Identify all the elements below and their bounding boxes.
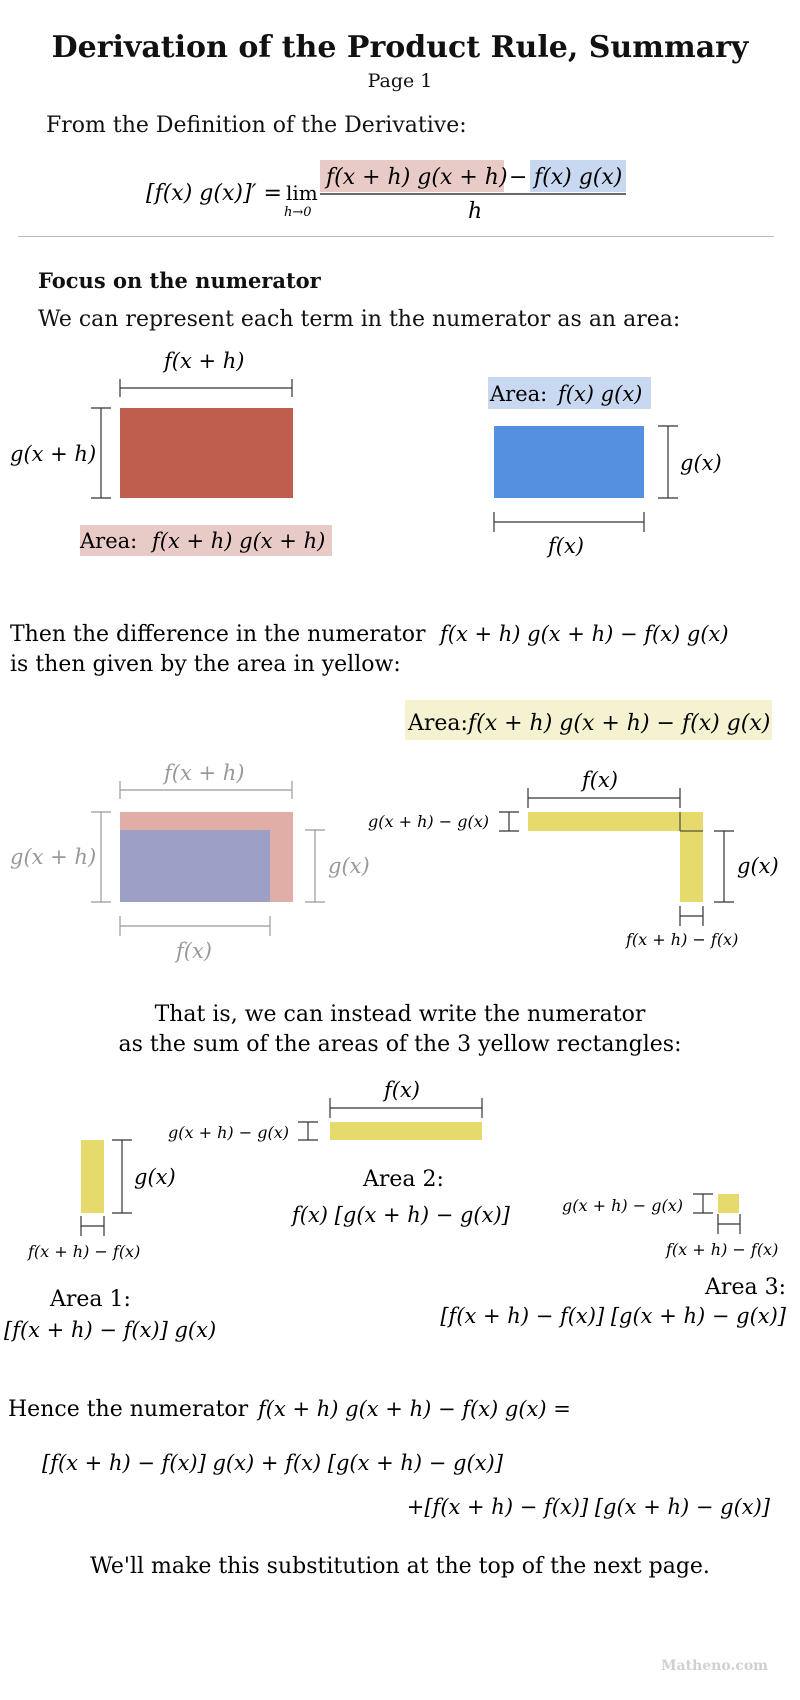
- area1-rect: [81, 1140, 104, 1213]
- closing-text: We'll make this substitution at the top of the next page.: [90, 1554, 710, 1579]
- overlap-top-label: f(x + h): [164, 761, 245, 785]
- numerator-area-intro: We can represent each term in the numerator as an area:: [38, 307, 681, 332]
- red-rectangle: [120, 408, 293, 498]
- area3-title: Area 3:: [705, 1275, 786, 1300]
- blue-rectangle-diagram: [488, 377, 722, 558]
- overlap-side-label: g(x + h): [10, 845, 97, 869]
- blue-rectangle: [494, 426, 644, 498]
- numerator-term1: f(x + h) g(x + h): [326, 165, 508, 190]
- blue-bottom-label: f(x): [548, 534, 585, 558]
- L-horizontal-strip: [528, 812, 703, 831]
- area2-diagram: [168, 1078, 511, 1227]
- overlap-diagram: [10, 761, 370, 963]
- area1-title: Area 1:: [50, 1287, 131, 1312]
- L-top-label: f(x): [582, 768, 619, 792]
- red-top-label: f(x + h): [164, 349, 245, 373]
- blue-side-label: g(x): [680, 451, 722, 475]
- area3-expr: [f(x + h) − f(x)] [g(x + h) − g(x)]: [440, 1304, 786, 1328]
- formula-lim-sub: h→0: [284, 205, 312, 220]
- area2-rect: [330, 1122, 482, 1140]
- area1-diagram: [4, 1140, 216, 1342]
- sum-intro-1: That is, we can instead write the numerator: [154, 1002, 646, 1027]
- area3-rect: [718, 1194, 739, 1213]
- area2-left-label: g(x + h) − g(x): [168, 1123, 289, 1142]
- denominator: h: [468, 199, 483, 224]
- L-bottom-label: f(x + h) − f(x): [626, 930, 739, 949]
- result-eq-line1: [f(x + h) − f(x)] g(x) + f(x) [g(x + h) − g(x)]: [42, 1451, 503, 1475]
- blue-area-label: Area:: [490, 382, 548, 406]
- red-rectangle-diagram: [10, 349, 332, 556]
- sum-intro-2: as the sum of the areas of the 3 yellow rectangles:: [118, 1032, 682, 1057]
- page-number: Page 1: [367, 70, 433, 92]
- numerator-term2: f(x) g(x): [534, 165, 623, 190]
- red-area-expr: f(x + h) g(x + h): [152, 529, 326, 553]
- area1-expr: [f(x + h) − f(x)] g(x): [4, 1318, 217, 1342]
- L-left-label: g(x + h) − g(x): [368, 812, 489, 831]
- overlap-inner-rect: [120, 830, 270, 902]
- area3-left-label: g(x + h) − g(x): [562, 1196, 683, 1215]
- yellow-L-diagram: [368, 768, 779, 949]
- page-title: Derivation of the Product Rule, Summary: [51, 30, 749, 65]
- overlap-right-label: g(x): [328, 854, 370, 878]
- area1-bottom-label: f(x + h) − f(x): [28, 1242, 141, 1261]
- area2-title: Area 2:: [363, 1167, 444, 1192]
- area3-bottom-label: f(x + h) − f(x): [666, 1240, 779, 1259]
- formula-lim: lim: [286, 181, 318, 205]
- red-side-label: g(x + h): [10, 442, 97, 466]
- numerator-minus: −: [509, 165, 528, 190]
- yellow-area-expr: f(x + h) g(x + h) − f(x) g(x): [468, 711, 771, 736]
- site-watermark: Matheno.com: [661, 1658, 768, 1674]
- difference-intro: Then the difference in the numerator: [10, 622, 426, 647]
- difference-intro-2: is then given by the area in yellow:: [10, 652, 401, 677]
- hence-expr: f(x + h) g(x + h) − f(x) g(x) =: [258, 1397, 571, 1421]
- L-vertical-strip: [680, 812, 703, 902]
- area2-expr: f(x) [g(x + h) − g(x)]: [292, 1203, 510, 1227]
- area2-top-label: f(x): [384, 1078, 421, 1102]
- red-area-label: Area:: [80, 529, 138, 553]
- blue-area-expr: f(x) g(x): [558, 382, 643, 406]
- overlap-bottom-label: f(x): [176, 939, 213, 963]
- difference-expr: f(x + h) g(x + h) − f(x) g(x): [440, 622, 729, 646]
- definition-intro: From the Definition of the Derivative:: [46, 113, 467, 138]
- area1-side-label: g(x): [134, 1165, 176, 1189]
- section-heading-numerator: Focus on the numerator: [38, 268, 321, 293]
- L-right-label: g(x): [737, 854, 779, 878]
- result-eq-line2: +[f(x + h) − f(x)] [g(x + h) − g(x)]: [406, 1495, 770, 1519]
- yellow-area-label: Area:: [408, 711, 468, 736]
- hence-intro: Hence the numerator: [8, 1397, 249, 1422]
- formula-lhs: [f(x) g(x)]′ =: [146, 181, 282, 206]
